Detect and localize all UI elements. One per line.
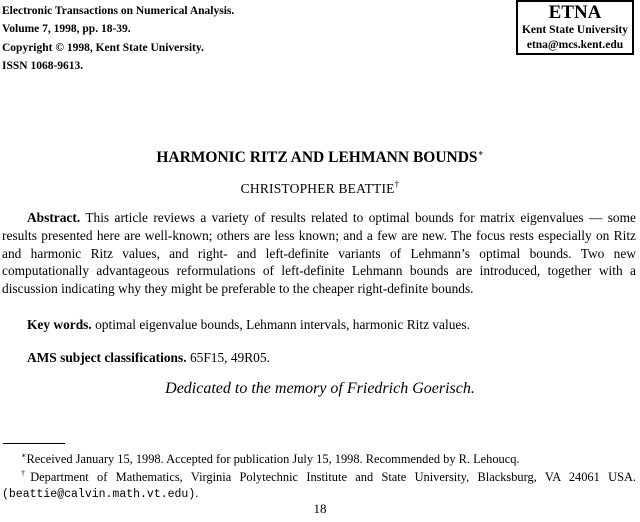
dedication: Dedicated to the memory of Friedrich Goerisch. xyxy=(165,380,475,397)
etna-box xyxy=(516,0,634,55)
journal-volume: Volume 7, 1998, pp. 18-39. xyxy=(2,23,131,36)
ams-label: AMS subject classifications. xyxy=(27,350,187,365)
footnote-text: Received January 15, 1998. Accepted for publication July 15, 1998. Recommended by R. Lehoucq. xyxy=(26,452,520,466)
footnote-divider xyxy=(3,443,65,444)
footnote-affiliation xyxy=(2,466,636,503)
paper-author xyxy=(0,179,640,197)
footnote-end: . xyxy=(195,486,199,500)
keywords xyxy=(2,317,636,333)
title-footnote-mark: ∗ xyxy=(477,148,484,158)
footnote-received xyxy=(2,448,636,467)
paper-title-text: HARMONIC RITZ AND LEHMANN BOUNDS xyxy=(156,149,478,166)
page-number: 18 xyxy=(313,501,327,516)
etna-email: etna@mcs.kent.edu xyxy=(526,39,624,51)
keywords-label: Key words. xyxy=(27,317,92,332)
etna-name: ETNA xyxy=(548,2,602,23)
abstract-text: This article reviews a variety of results related to optimal bounds for matrix eigenvalues — some results presented here are well-known; others are less known; and a few are new. The focus rests especially on Ritz and harmonic Ritz values, and right- and left-definite variants of Lehmann’s optimal bounds. Two new computationally advantageous reformulations of left-definite Lehmann bounds are introduced, together with a discussion indicating why they might be preferable to the cheaper right-definite bounds. xyxy=(2,210,636,297)
journal-issn: ISSN 1068-9613. xyxy=(2,59,84,72)
footnote-mark: † xyxy=(21,469,31,478)
ams-text: 65F15, 49R05. xyxy=(189,350,270,365)
ams-classifications xyxy=(2,350,636,366)
author-email: (beattie@calvin.math.vt.edu) xyxy=(2,488,196,501)
footnote-mark: ∗ xyxy=(21,451,27,460)
journal-copyright: Copyright © 1998, Kent State University. xyxy=(2,41,204,54)
journal-name: Electronic Transactions on Numerical Analysis. xyxy=(2,5,235,17)
author-footnote-mark: † xyxy=(394,179,400,189)
author-name: CHRISTOPHER BEATTIE xyxy=(240,181,395,196)
journal-info xyxy=(2,2,234,75)
abstract-label: Abstract. xyxy=(27,210,81,225)
keywords-text: optimal eigenvalue bounds, Lehmann intervals, harmonic Ritz values. xyxy=(95,317,470,332)
etna-university: Kent State University xyxy=(521,24,629,36)
paper-title xyxy=(0,148,640,167)
abstract xyxy=(2,209,636,298)
footnote-text: Department of Mathematics, Virginia Polytechnic Institute and State University, Blacksburg, VA 24061 USA. xyxy=(30,470,637,484)
